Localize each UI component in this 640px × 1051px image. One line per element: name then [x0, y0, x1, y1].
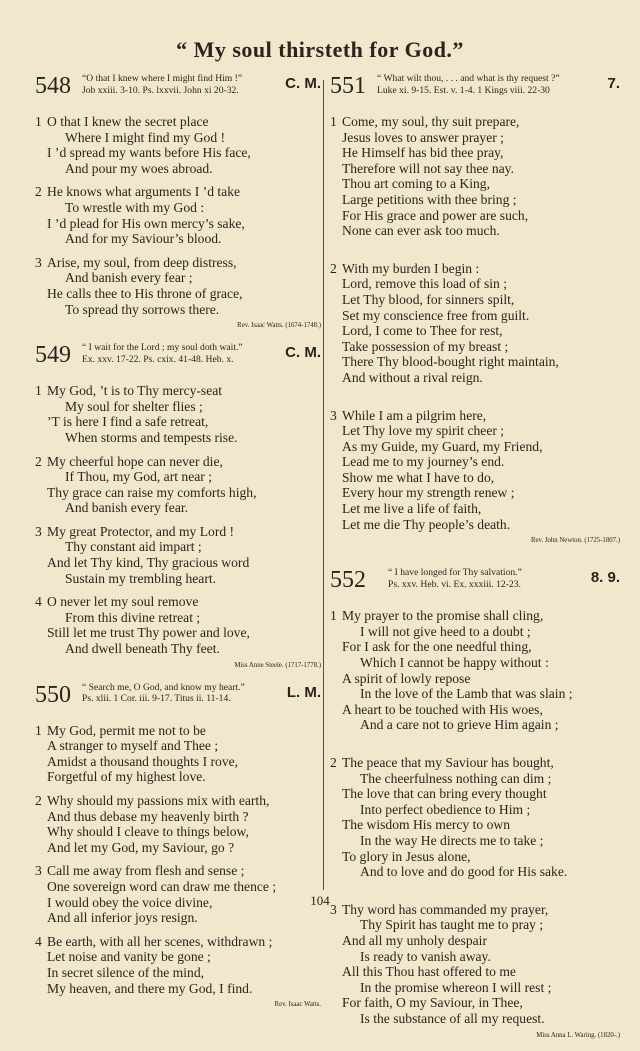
hymn-header [35, 341, 321, 375]
verse-line: A spirit of lowly repose [342, 670, 471, 686]
verse-line: In the love of the Lamb that was slain ; [360, 686, 573, 702]
hymn-scripture: Ex. xxv. 17-22. Ps. cxix. 41-48. Heb. x. [82, 353, 234, 365]
verse-line: And thus debase my heavenly birth ? [47, 808, 249, 824]
stanza [35, 594, 321, 656]
stanza [35, 454, 321, 516]
verse-line: My soul for shelter flies ; [65, 398, 203, 414]
hymn-quote: “O that I knew where I might find Him !” [82, 73, 243, 84]
verse-line: As my Guide, my Guard, my Friend, [342, 438, 543, 454]
verse-line: And dwell beneath Thy feet. [65, 641, 220, 657]
verse-line: 1 My God, ’t is to Thy mercy-seat [35, 383, 223, 399]
stanza [330, 114, 620, 239]
hymn-meter: 7. [607, 75, 620, 92]
stanza-number: 2 [35, 184, 42, 200]
verse-line: ’T is here I find a safe retreat, [47, 414, 209, 430]
verse-line: Is ready to vanish away. [360, 948, 491, 964]
verse-line: And all inferior joys resign. [47, 910, 198, 926]
verse-line: Therefore will not say thee nay. [342, 160, 514, 176]
verse-line: Thy Spirit has taught me to pray ; [360, 917, 544, 933]
verse-line: 3 My great Protector, and my Lord ! [35, 523, 235, 539]
verse-line: And pour my woes abroad. [65, 160, 213, 176]
stanza-number: 3 [330, 901, 337, 917]
verse-line: 3 Arise, my soul, from deep distress, [35, 254, 237, 270]
verse-line: When storms and tempests rise. [65, 429, 238, 445]
hymn-quote: “ Search me, O God, and know my heart.” [82, 681, 245, 693]
verse-line: Which I cannot be happy without : [360, 655, 549, 671]
hymn-reference [82, 342, 243, 365]
verse-line: In the promise whereon I will rest ; [360, 979, 552, 995]
verse-line: And banish every fear. [65, 500, 189, 516]
hymn-author: Rev. Isaac Watts. [274, 1001, 321, 1009]
stanza [35, 383, 321, 445]
hymn-meter: C. M. [285, 344, 321, 362]
verse-line: A heart to be touched with His woes, [342, 701, 543, 717]
verse-line: Let Thy blood, for sinners spilt, [342, 291, 515, 307]
stanza [35, 934, 321, 996]
stanza [330, 408, 620, 533]
verse-line: And let my God, my Saviour, go ? [47, 839, 235, 855]
verse-line: Let noise and vanity be gone ; [47, 949, 211, 965]
verse-line: Show me what I have to do, [342, 469, 495, 485]
verse-line: Set my conscience free from guilt. [342, 307, 530, 323]
verse-line: To wrestle with my God : [65, 199, 205, 215]
stanza [330, 261, 620, 386]
stanza [35, 114, 321, 176]
verse-line: 3 Call me away from flesh and sense ; [35, 863, 245, 879]
verse-line: And a care not to grieve Him again ; [360, 717, 559, 733]
verse-line: And without a rival reign. [342, 369, 483, 385]
hymn-549 [35, 341, 321, 671]
verse-line: Amidst a thousand thoughts I rove, [47, 753, 239, 769]
stanza [330, 608, 620, 733]
verse-line: Let Thy love my spirit cheer ; [342, 423, 505, 439]
stanza-number: 1 [35, 114, 42, 129]
hymn-quote: “ I have longed for Thy salvation.” [388, 567, 522, 579]
verse-line: All this Thou hast offered to me [342, 964, 516, 980]
hymn-author: Rev. Isaac Watts. (1674-1748.) [237, 322, 321, 330]
verse-line: 2 With my burden I begin : [330, 260, 480, 276]
hymn-quote: “ What wilt thou, . . . and what is thy request ?” [377, 73, 560, 84]
stanza-number: 3 [35, 863, 42, 879]
left-column [35, 72, 321, 1020]
verse-line: I ’d plead for His own mercy’s sake, [47, 215, 245, 231]
verse-line: And banish every fear ; [65, 270, 193, 286]
verse-line: 2 My cheerful hope can never die, [35, 453, 223, 469]
stanza-number: 1 [35, 383, 42, 399]
hymn-number: 549 [35, 342, 71, 369]
stanza-number: 1 [330, 114, 337, 129]
verse-line: Into perfect obedience to Him ; [360, 801, 531, 817]
hymn-scripture: Ps. xxv. Heb. vi. Ex. xxxiii. 12-23. [388, 578, 521, 590]
stanza-number: 2 [330, 260, 337, 276]
verse-line: The love that can bring every thought [342, 786, 547, 802]
hymn-reference [82, 73, 242, 96]
verse-line: If Thou, my God, art near ; [65, 469, 212, 485]
verse-line: For I ask for the one needful thing, [342, 639, 532, 655]
verse-line: A stranger to myself and Thee ; [47, 738, 219, 754]
hymn-reference [388, 567, 522, 590]
page-title: “ My soul thirsteth for God.” [176, 37, 464, 62]
verse-line: Is the substance of all my request. [360, 1010, 545, 1026]
verse-line: Large petitions with thee bring ; [342, 191, 517, 207]
stanza [35, 184, 321, 246]
verse-line: Still let me trust Thy power and love, [47, 625, 250, 641]
hymn-number: 552 [330, 567, 366, 594]
verse-line: Thy grace can raise my comforts high, [47, 484, 257, 500]
verse-line: Jesus loves to answer prayer ; [342, 129, 504, 145]
verse-line: 1 My God, permit me not to be [35, 722, 206, 738]
verse-line: Lead me to my journey’s end. [342, 454, 505, 470]
stanza-number: 1 [35, 722, 42, 738]
stanza [330, 902, 620, 1027]
hymn-meter: 8. 9. [590, 569, 620, 587]
stanza [330, 755, 620, 880]
verse-line: Forgetful of my highest love. [47, 769, 206, 785]
stanza-number: 2 [35, 793, 42, 808]
verse-line: In the way He directs me to take ; [360, 832, 544, 848]
verse-line: I will not give heed to a doubt ; [360, 623, 531, 639]
hymn-551 [330, 72, 620, 546]
verse-line: And let Thy kind, Thy gracious word [47, 555, 250, 571]
verse-line: 2 The peace that my Saviour has bought, [330, 755, 554, 770]
stanza-number: 4 [35, 933, 42, 949]
verse-line: To spread thy sorrows there. [65, 301, 220, 317]
verse-line: Lord, I come to Thee for rest, [342, 323, 503, 339]
verse-line: And to love and do good for His sake. [360, 864, 568, 880]
verse-line: Sustain my trembling heart. [65, 570, 217, 586]
verse-line: 4 O never let my soul remove [35, 594, 199, 610]
verse-line: From this divine retreat ; [65, 609, 201, 625]
verse-line: Thy constant aid impart ; [65, 539, 202, 555]
verse-line: Where I might find my God ! [65, 129, 226, 145]
verse-line: The wisdom His mercy to own [342, 817, 511, 833]
hymn-quote: “ I wait for the Lord ; my soul doth wait.” [82, 342, 243, 354]
verse-line: 1 Come, my soul, thy suit prepare, [330, 114, 520, 129]
stanza-number: 3 [35, 254, 42, 270]
verse-line: And all my unholy despair [342, 932, 487, 948]
verse-line: And for my Saviour’s blood. [65, 231, 222, 247]
hymn-scripture: Luke xi. 9-15. Est. v. 1-4. 1 Kings viii. 22-30 [377, 84, 550, 96]
verse-line: None can ever ask too much. [342, 223, 500, 239]
hymn-header [35, 681, 321, 715]
verse-line: The cheerfulness nothing can dim ; [360, 770, 552, 786]
stanza-number: 2 [35, 453, 42, 469]
verse-line: To glory in Jesus alone, [342, 848, 471, 864]
hymn-author: Rev. John Newton. (1725-1807.) [530, 537, 620, 545]
verse-line: For faith, O my Saviour, in Thee, [342, 995, 523, 1011]
verse-line: In secret silence of the mind, [47, 964, 205, 980]
verse-line: 3 While I am a pilgrim here, [330, 407, 487, 423]
verse-line: I ’d spread my wants before His face, [47, 145, 251, 161]
stanza-number: 1 [330, 608, 337, 624]
verse-line: 2 Why should my passions mix with earth, [35, 793, 270, 808]
verse-line: 1 O that I knew the secret place [35, 114, 209, 129]
verse-line: 1 My prayer to the promise shall cling, [330, 608, 544, 624]
hymn-scripture: Ps. xlii. 1 Cor. iii. 9-17. Titus ii. 11-14. [82, 693, 231, 705]
verse-line: For His grace and power are such, [342, 207, 529, 223]
hymn-reference [377, 73, 560, 96]
verse-line: Why should I cleave to things below, [47, 824, 249, 840]
verse-line: Lord, remove this load of sin ; [342, 276, 507, 292]
hymn-header [330, 72, 620, 106]
hymn-548 [35, 72, 321, 331]
column-divider [323, 80, 324, 890]
verse-line: One sovereign word can draw me thence ; [47, 878, 277, 894]
hymn-550 [35, 681, 321, 1011]
stanza [35, 793, 321, 855]
hymn-number: 548 [35, 73, 71, 99]
stanza-number: 4 [35, 594, 42, 610]
hymn-author: Miss Anna L. Waring. (1820-.) [536, 1031, 620, 1039]
page-number: 104 [310, 893, 330, 908]
verse-line: Thou art coming to a King, [342, 176, 490, 192]
stanza [35, 255, 321, 317]
verse-line: 2 He knows what arguments I ’d take [35, 184, 241, 200]
hymn-header [35, 72, 321, 106]
verse-line: He calls thee to His throne of grace, [47, 285, 243, 301]
hymn-scripture: Job xxiii. 3-10. Ps. lxxvii. John xi 20-32. [82, 84, 239, 96]
verse-line: Let me live a life of faith, [342, 501, 482, 517]
hymn-number: 551 [330, 73, 366, 99]
verse-line: 4 Be earth, with all her scenes, withdrawn ; [35, 933, 273, 949]
verse-line: My heaven, and there my God, I find. [47, 980, 253, 996]
verse-line: Take possession of my breast ; [342, 338, 509, 354]
hymn-reference [82, 682, 245, 705]
stanza-number: 2 [330, 755, 337, 770]
hymn-author: Miss Anne Steele. (1717-1778.) [234, 661, 321, 669]
hymn-meter: L. M. [286, 683, 321, 701]
verse-line: I would obey the voice divine, [47, 894, 213, 910]
verse-line: He Himself has bid thee pray, [342, 145, 504, 161]
stanza [35, 524, 321, 586]
stanza-number: 3 [35, 523, 42, 539]
hymn-552 [330, 566, 620, 1040]
verse-line: There Thy blood-bought right maintain, [342, 354, 559, 370]
hymn-header [330, 566, 620, 600]
verse-line: Every hour my strength renew ; [342, 485, 515, 501]
hymn-meter: C. M. [285, 75, 321, 92]
stanza [35, 723, 321, 785]
verse-line: 3 Thy word has commanded my prayer, [330, 901, 549, 917]
stanza-number: 3 [330, 407, 337, 423]
verse-line: Let me die Thy people’s death. [342, 516, 511, 532]
hymn-number: 550 [35, 681, 71, 708]
